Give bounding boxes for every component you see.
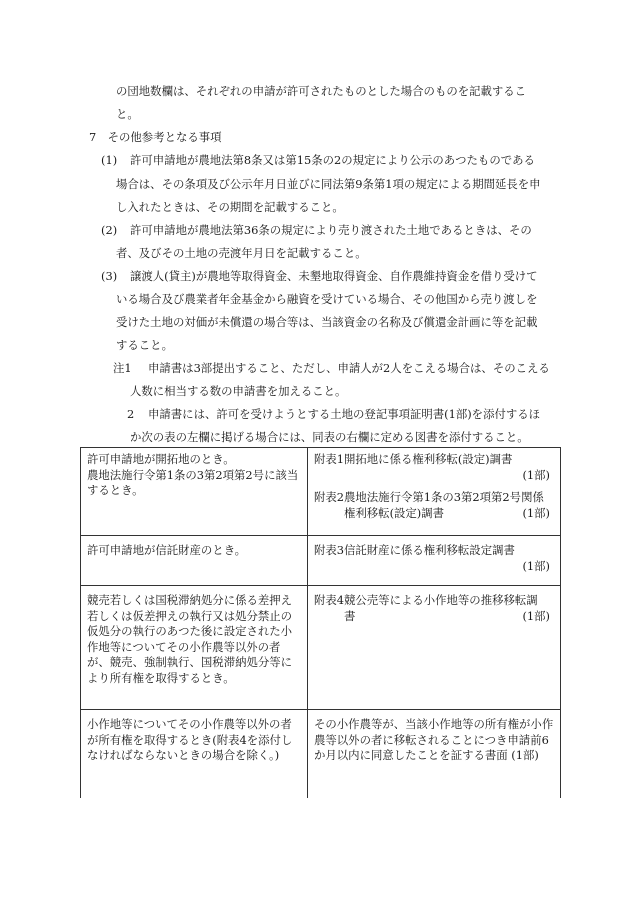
attachment-title-line: 農地法施行令第1条の3第2項第2号関係	[344, 490, 544, 504]
item-1-line-2: 場合は、その条項及び公示年月日並びに同法第9条第1項の規定による期間延長を申	[116, 177, 541, 191]
attachment-title-line: 競公売等による小作地等の推移移転調	[344, 593, 538, 607]
item-1-line-3: し入れたときは、その期間を記載すること。	[116, 200, 344, 214]
continuation-line-1: の団地数欄は、それぞれの申請が許可されたものとした場合のものを記載するこ	[116, 84, 527, 98]
attachment-copies: (1部)	[522, 608, 550, 623]
attachment-title-line: 信託財産に係る権利移転設定調書	[344, 543, 515, 557]
table-cell-right	[308, 710, 561, 798]
item-3-line-3: 受けた土地の対価が未償還の場合等は、当該資金の名称及び償還金計画に等を記載	[116, 315, 538, 329]
cell-line: 競売若しくは国税滞納処分に係る差押え	[87, 593, 293, 607]
item-2-line-2: 者、及びその土地の売渡年月日を記載すること。	[116, 246, 367, 260]
table-row	[81, 710, 561, 798]
table-row	[81, 536, 561, 586]
cell-line: か月以内に同意したことを証する書面 (1部)	[314, 748, 539, 762]
note-1-line-1: 申請書は3部提出すること、ただし、申請人が2人をこえる場合は、そのこえる	[148, 361, 550, 375]
item-3-line-4: すること。	[116, 338, 173, 352]
table-cell-left	[81, 586, 308, 710]
attachment-mark: 附表1	[314, 452, 345, 466]
cell-line: 農地法施行令第1条の3第2項第2号に該当	[87, 467, 299, 482]
attachment-title-line: 権利移転(設定)調書	[344, 505, 445, 520]
table-cell-right	[308, 536, 561, 586]
item-2-line-1: 許可申請地が農地法第36条の規定により売り渡された土地であるときは、その	[130, 223, 532, 237]
attachment-entry	[314, 452, 554, 483]
cell-line: 仮処分の執行のあつた後に設定された小	[87, 624, 293, 638]
attachment-copies: (1部)	[522, 467, 550, 482]
attachment-table	[80, 447, 561, 798]
cell-line: 許可申請地が開拓地のとき。	[87, 452, 235, 466]
table-cell-left	[81, 448, 308, 536]
table-cell-right	[308, 586, 561, 710]
attachment-title-line: 書	[344, 608, 356, 623]
cell-line: が、競売、強制執行、国税滞納処分等に	[87, 655, 293, 669]
item-2-number: (2)	[101, 223, 118, 237]
note-2-label: 2	[127, 407, 135, 421]
cell-line: 作地等についてその小作農等以外の者	[87, 639, 281, 654]
continuation-line-2: と。	[116, 107, 139, 121]
attachment-entry	[314, 490, 554, 521]
note-2-line-1: 申請書には、許可を受けようとする土地の登記事項証明書(1部)を添付するほ	[148, 407, 541, 421]
cell-line: 若しくは仮差押えの執行又は処分禁止の	[87, 608, 293, 623]
cell-line: 農等以外の者に移転されることにつき申請前6	[314, 732, 549, 747]
note-1-label: 注1	[113, 361, 132, 375]
attachment-mark: 附表3	[314, 543, 345, 557]
attachment-entry	[314, 540, 554, 574]
table-row	[81, 448, 561, 536]
section-heading: 7 その他参考となる事項	[89, 130, 222, 144]
note-2-line-2: か次の表の左欄に掲げる場合には、同表の右欄に定める図書を添付すること。	[130, 430, 529, 444]
cell-line: が所有権を取得するとき(附表4を添付し	[87, 732, 293, 747]
note-1-line-2: 人数に相当する数の申請書を加えること。	[130, 384, 347, 398]
attachment-entry	[314, 590, 554, 624]
cell-line: 許可申請地が信託財産のとき。	[87, 543, 247, 557]
table-cell-left	[81, 536, 308, 586]
item-3-line-2: いる場合及び農業者年金基金から融資を受けている場合、その他国から売り渡しを	[116, 292, 538, 306]
attachment-copies: (1部)	[522, 558, 550, 573]
cell-line: するとき。	[87, 483, 144, 497]
item-1-line-1: 許可申請地が農地法第8条又は第15条の2の規定により公示のあつたものである	[130, 153, 535, 167]
cell-line: 小作地等についてその小作農等以外の者	[87, 717, 292, 731]
table-row	[81, 586, 561, 710]
table-cell-right	[308, 448, 561, 536]
item-3-number: (3)	[101, 269, 118, 283]
cell-line: なければならないときの場合を除く。)	[87, 748, 280, 762]
item-1-number: (1)	[101, 153, 118, 167]
attachment-copies: (1部)	[522, 505, 550, 520]
table-cell-left	[81, 710, 308, 798]
cell-line: その小作農等が、当該小作地等の所有権が小作	[314, 717, 554, 731]
attachment-mark: 附表2	[314, 490, 345, 504]
attachment-title-line: 開拓地に係る権利移転(設定)調書	[344, 452, 513, 466]
item-3-line-1: 譲渡人(貸主)が農地等取得資金、未墾地取得資金、自作農維持資金を借り受けて	[130, 269, 538, 283]
attachment-mark: 附表4	[314, 593, 345, 607]
cell-line: より所有権を取得するとき。	[87, 670, 235, 685]
